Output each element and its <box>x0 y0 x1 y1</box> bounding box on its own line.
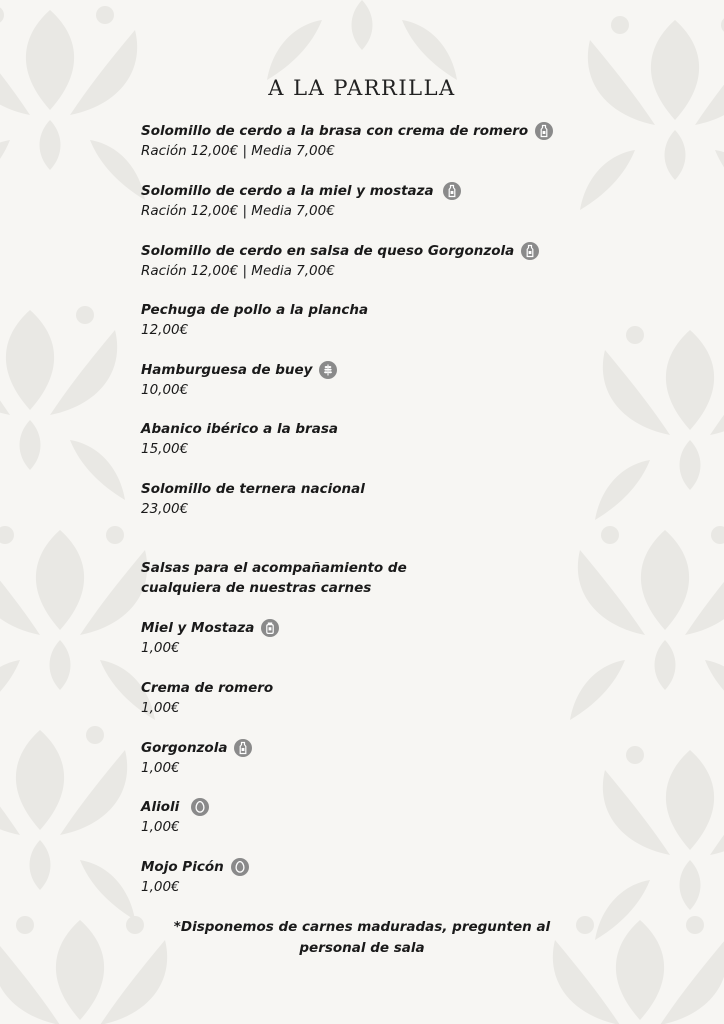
sauce-price: 1,00€ <box>141 640 180 656</box>
dish-price: Ración 12,00€ | Media 7,00€ <box>141 143 335 159</box>
jar-icon <box>261 619 279 637</box>
dish-name: Solomillo de ternera nacional <box>141 481 365 497</box>
sauce-item <box>141 678 273 718</box>
dish-price: 15,00€ <box>141 441 189 457</box>
menu-item <box>141 419 338 459</box>
dish-price: 12,00€ <box>141 322 189 338</box>
sauce-price: 1,00€ <box>141 819 180 835</box>
sauce-name: Crema de romero <box>141 680 274 696</box>
dish-price: Ración 12,00€ | Media 7,00€ <box>141 263 335 279</box>
sauce-item <box>141 738 252 778</box>
dish-price: 23,00€ <box>141 501 189 517</box>
wheat-icon <box>319 361 337 379</box>
sauce-name: Gorgonzola <box>141 740 228 756</box>
menu-item <box>141 479 365 519</box>
menu-item <box>141 121 553 161</box>
page-title: A LA PARRILLA <box>268 76 456 100</box>
menu-item <box>141 300 368 340</box>
sauce-name: Mojo Picón <box>141 859 224 875</box>
footnote: *Disponemos de carnes maduradas, pregunten al personal de sala <box>173 919 551 956</box>
dish-name: Hamburguesa de buey <box>141 362 313 378</box>
dish-price: 10,00€ <box>141 382 189 398</box>
sauce-item <box>141 618 279 658</box>
bottle-icon <box>521 242 539 260</box>
menu-item <box>141 241 539 281</box>
menu-item <box>141 181 461 221</box>
dish-name: Pechuga de pollo a la plancha <box>141 302 369 318</box>
bottle-icon <box>443 182 461 200</box>
sauce-item <box>141 797 209 837</box>
sauces-intro: Salsas para el acompañamiento de cualquiera de nuestras carnes <box>141 560 407 596</box>
menu-item <box>141 360 337 400</box>
dish-name: Solomillo de cerdo a la miel y mostaza <box>141 183 434 199</box>
sauce-item <box>141 857 249 897</box>
dish-price: Ración 12,00€ | Media 7,00€ <box>141 203 335 219</box>
sauce-name: Alioli <box>141 799 180 815</box>
egg-icon <box>191 798 209 816</box>
sauce-price: 1,00€ <box>141 760 180 776</box>
dish-name: Solomillo de cerdo en salsa de queso Gorgonzola <box>141 243 515 259</box>
dish-name: Solomillo de cerdo a la brasa con crema de romero <box>141 123 529 139</box>
egg-icon <box>231 858 249 876</box>
bottle-icon <box>234 739 252 757</box>
sauce-price: 1,00€ <box>141 700 180 716</box>
sauce-price: 1,00€ <box>141 879 180 895</box>
bottle-icon <box>535 122 553 140</box>
dish-name: Abanico ibérico a la brasa <box>141 421 338 437</box>
sauce-name: Miel y Mostaza <box>141 620 255 636</box>
